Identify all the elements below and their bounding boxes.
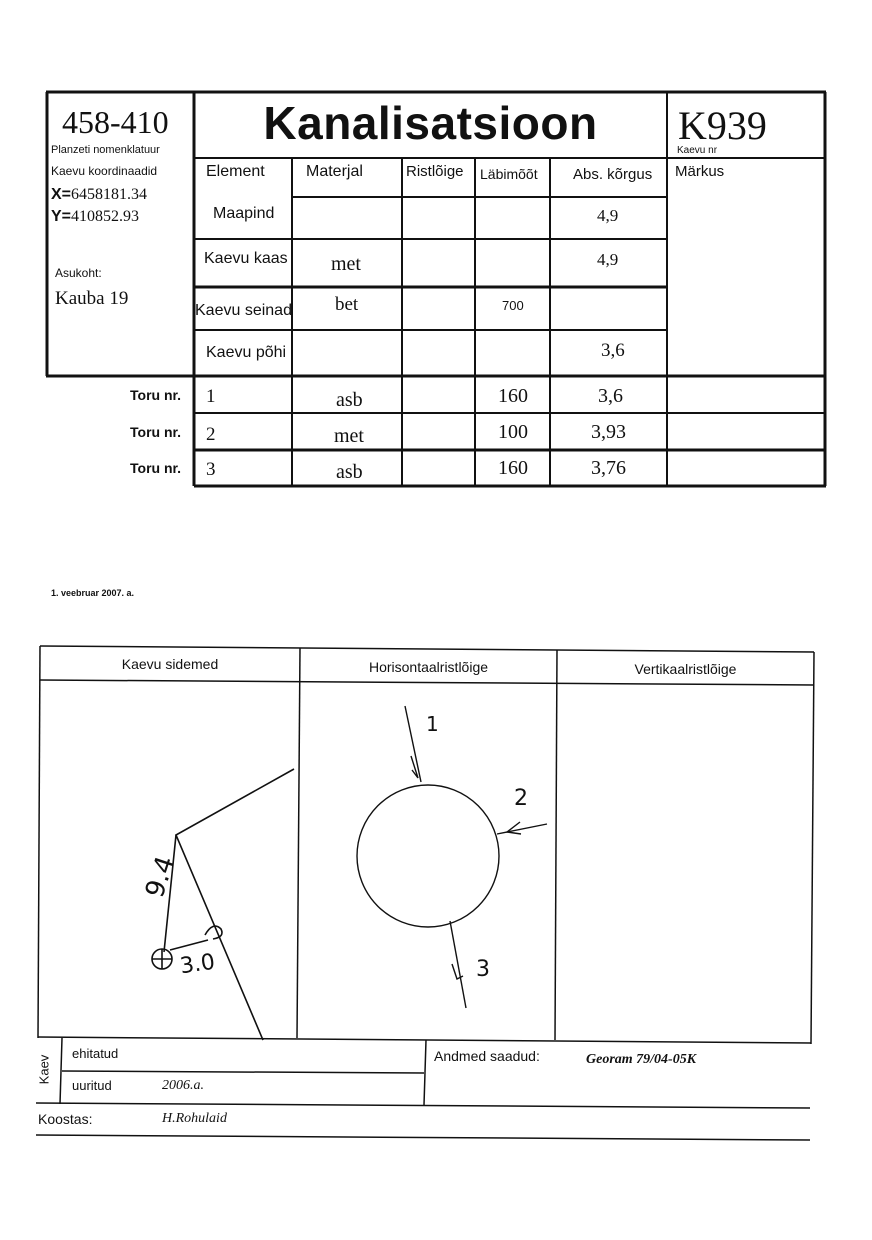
panel-title-connections: Kaevu sidemed xyxy=(121,656,219,672)
column-header-diameter: Läbimõõt xyxy=(480,166,538,182)
horizontal-sketch xyxy=(357,706,547,1008)
measure-label-1: 9.4 xyxy=(140,852,182,902)
x-coordinate xyxy=(51,186,147,204)
pipe-1-label: 1 xyxy=(426,712,439,736)
pipe-number: 1 xyxy=(206,386,216,407)
pipe-material: asb xyxy=(336,389,363,411)
element-height: 4,9 xyxy=(597,250,619,269)
author-value: H.Rohulaid xyxy=(162,1111,227,1126)
source-label: Andmed saadud: xyxy=(434,1048,540,1064)
column-header-height: Abs. kõrgus xyxy=(573,166,653,183)
y-label: Y= xyxy=(51,208,72,225)
pipe-label: Toru nr. xyxy=(130,387,182,403)
location-label: Asukoht: xyxy=(55,266,102,280)
document-date: 1. veebruar 2007. a. xyxy=(51,588,135,598)
sheet-code: 458-410 xyxy=(62,104,169,140)
pipe-height: 3,93 xyxy=(591,421,626,443)
sheet-code-label: Planzeti nomenklatuur xyxy=(51,144,160,156)
element-height: 4,9 xyxy=(597,206,619,225)
pipe-number: 3 xyxy=(206,459,216,480)
pipe-height: 3,6 xyxy=(598,385,623,407)
well-number: K939 xyxy=(678,103,767,148)
element-name: Maapind xyxy=(213,205,275,222)
panel-title-vertical: Vertikaalristlõige xyxy=(634,661,737,677)
element-material: met xyxy=(331,253,361,275)
pipe-diameter: 100 xyxy=(498,421,528,443)
pipe-diameter: 160 xyxy=(498,385,528,407)
element-diameter: 700 xyxy=(502,298,524,313)
x-value: 6458181.34 xyxy=(71,186,148,203)
measure-label-2: 3.0 xyxy=(178,949,217,980)
column-header-material: Materjal xyxy=(306,163,363,180)
author-label: Koostas: xyxy=(38,1111,93,1127)
pipe-3-label: 3 xyxy=(476,957,490,982)
connections-sketch xyxy=(152,769,294,1040)
pipe-label: Toru nr. xyxy=(130,424,182,440)
pipe-material: met xyxy=(334,425,364,447)
page-title: Kanalisatsioon xyxy=(263,97,598,149)
source-value: Georam 79/04-05K xyxy=(586,1052,697,1067)
element-material: bet xyxy=(335,294,359,315)
column-header-section: Ristlõige xyxy=(406,163,464,180)
location-value: Kauba 19 xyxy=(55,288,129,309)
column-header-remarks: Märkus xyxy=(675,163,725,180)
built-label: ehitatud xyxy=(72,1046,119,1061)
well-number-label: Kaevu nr xyxy=(677,145,718,156)
surveyed-value: 2006.a. xyxy=(162,1078,204,1093)
well-side-label: Kaev xyxy=(36,1054,52,1085)
pipe-2-label: 2 xyxy=(514,786,528,811)
surveyed-label: uuritud xyxy=(72,1078,112,1093)
element-name: Kaevu põhi xyxy=(206,344,287,361)
element-name: Kaevu seinad xyxy=(195,302,292,319)
pipe-label: Toru nr. xyxy=(130,460,182,476)
x-label: X= xyxy=(51,186,72,203)
y-value: 410852.93 xyxy=(71,208,140,225)
column-header-element: Element xyxy=(206,163,265,180)
panel-title-horizontal: Horisontaalristlõige xyxy=(368,659,489,675)
pipe-material: asb xyxy=(336,461,363,483)
pipe-number: 2 xyxy=(206,424,216,445)
pipe-diameter: 160 xyxy=(498,457,528,479)
element-height: 3,6 xyxy=(601,340,625,361)
y-coordinate xyxy=(51,208,139,226)
element-name: Kaevu kaas xyxy=(204,250,288,267)
pipe-height: 3,76 xyxy=(591,457,626,479)
coordinates-label: Kaevu koordinaadid xyxy=(51,164,158,178)
